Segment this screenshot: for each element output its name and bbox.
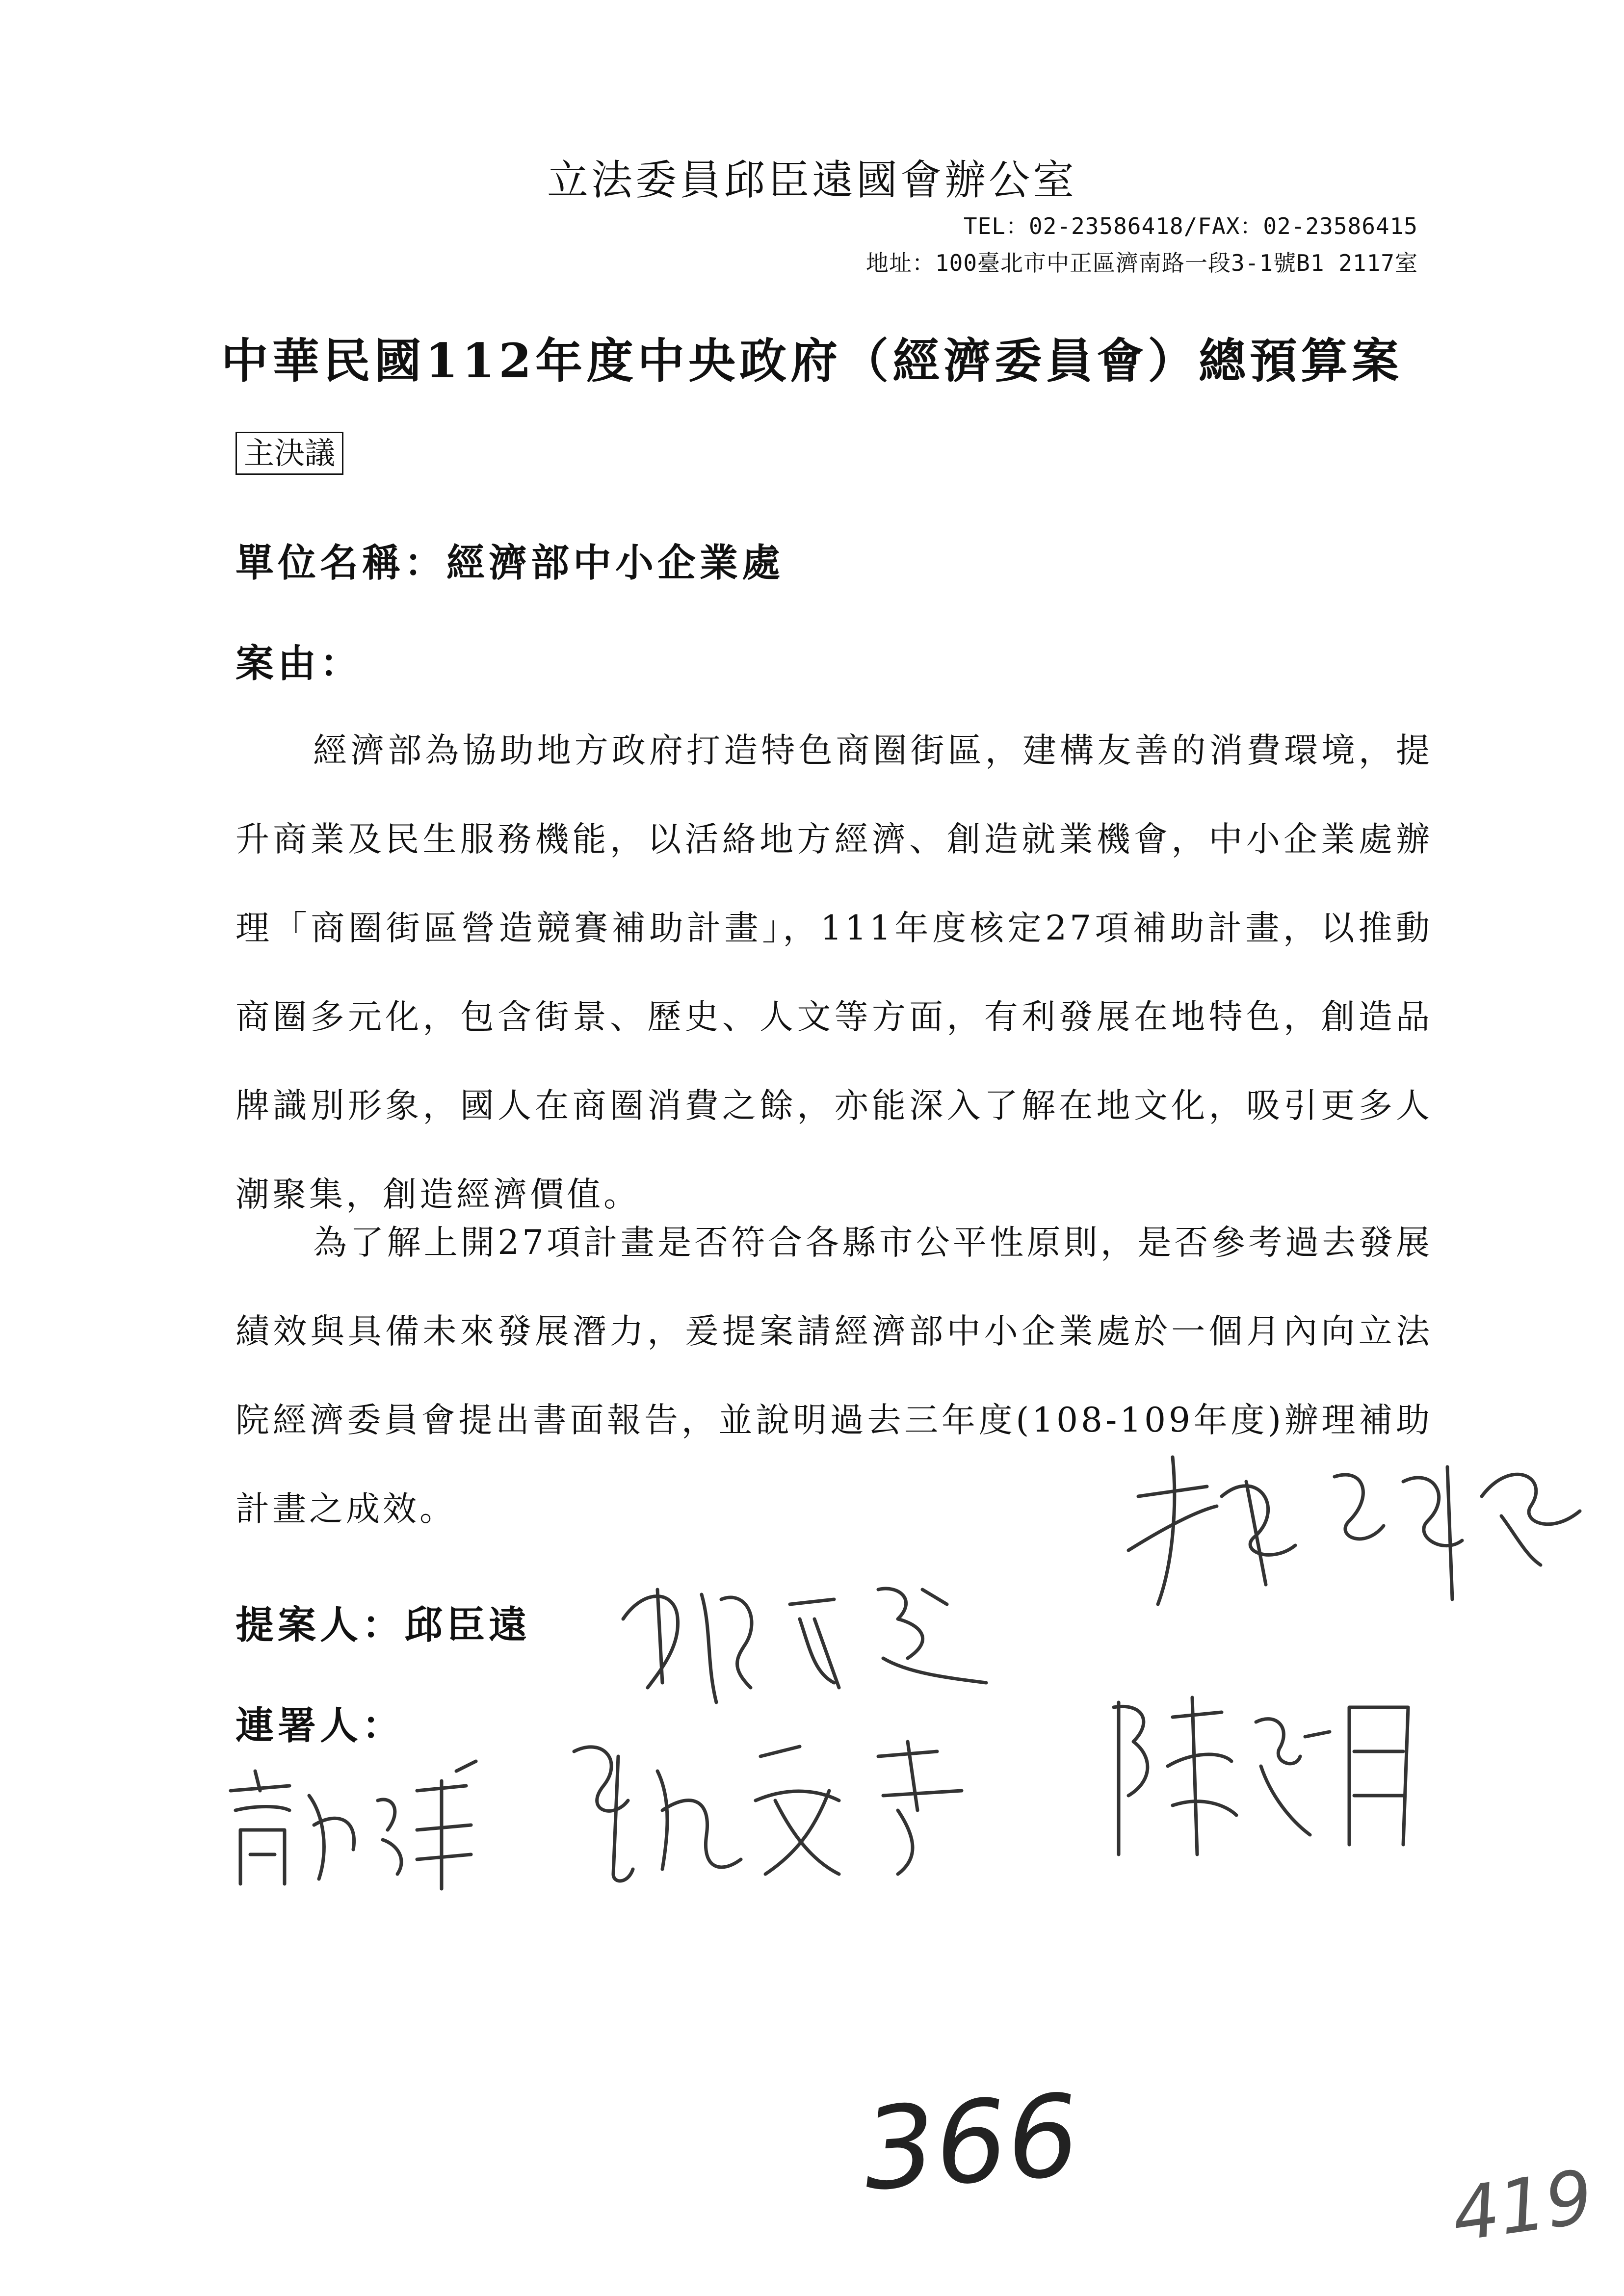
address: 地址：100臺北市中正區濟南路一段3-1號B1 2117室 [865,250,1418,276]
document-title: 中華民國112年度中央政府（經濟委員會）總預算案 [221,333,1403,389]
handwritten-page-number: 366 [859,2070,1083,2216]
unit-name: 單位名稱：經濟部中小企業處 [236,541,785,585]
signature-yang-qiong-ying [1109,1437,1599,1624]
handwritten-corner-number: 419 [1447,2154,1598,2259]
signature-kong-wen-ji [545,1712,986,1899]
paragraph-1: 經濟部為協助地方政府打造特色商圈街區，建構友善的消費環境，提升商業及民生服務機能，以活絡地方經濟、創造就業機會，中小企業處辦理「商圈街區營造競賽補助計畫」，111年度核定27項補助計畫，以推動商圈多元化，包含街景、歷史、人文等方面，有利發展在地特色，創造品牌識別形象，國人在商圈消費之餘，亦能深入了解在地文化，吸引更多人潮聚集，創造經濟價值。 [236,731,1433,1214]
proposer: 提案人：邱臣遠 [236,1603,531,1647]
cosigners-label: 連署人： [236,1703,405,1748]
reason-label: 案由： [236,641,363,686]
office-title: 立法委員邱臣遠國會辦公室 [547,156,1077,204]
signature-gao-hong-an [211,1751,486,1899]
signature-chen-chao-ming [1094,1678,1438,1864]
resolution-tag: 主決議 [236,432,343,475]
paragraph-2: 為了解上開27項計畫是否符合各縣市公平性原則，是否參考過去發展績效與具備未來發展潛力，爰提案請經濟部中小企業處於一個月內向立法院經濟委員會提出書面報告，並說明過去三年度(108-109年度)辦理補助計畫之成效。 [236,1223,1433,1529]
signature-qiu-chen-yuan [603,1560,1070,1717]
tel-fax: TEL：02-23586418/FAX：02-23586415 [963,213,1418,239]
